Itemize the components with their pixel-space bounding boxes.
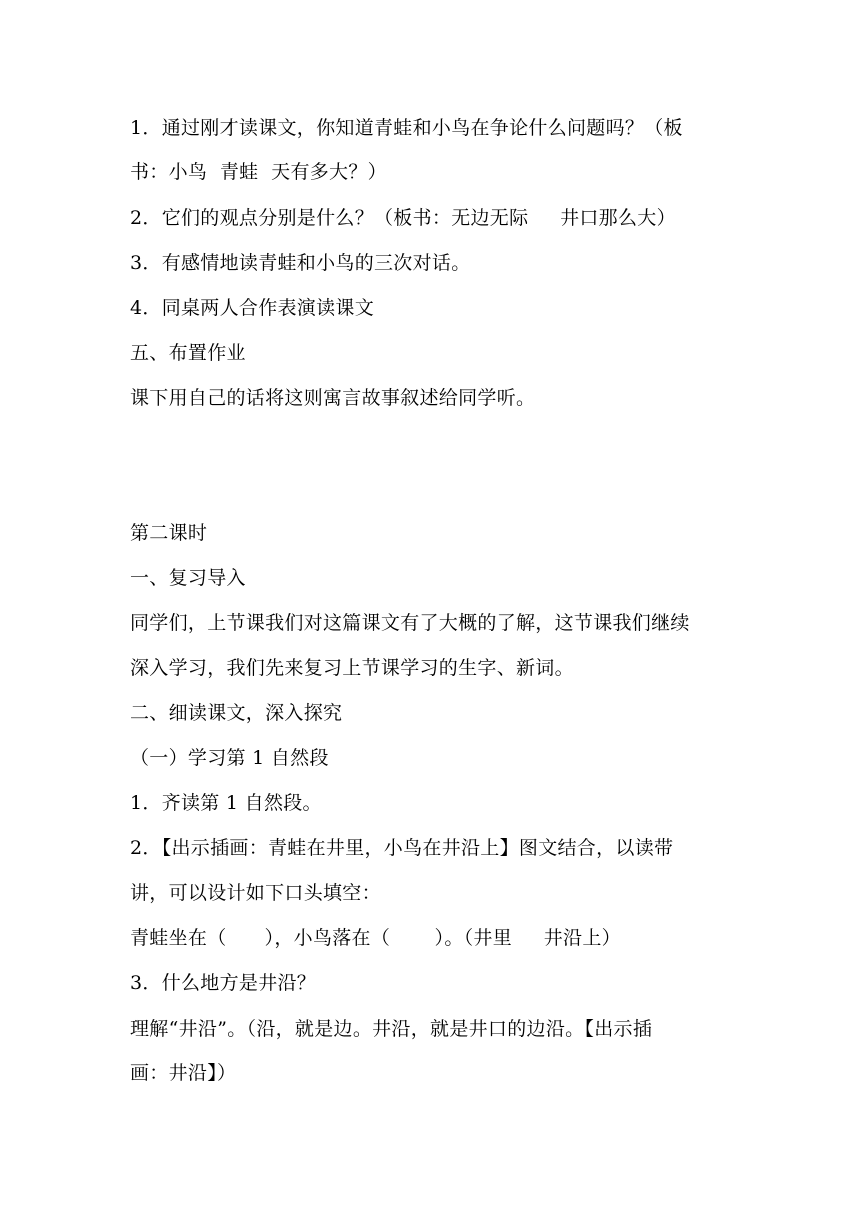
text-line-19: 理解“井沿”。（沿，就是边。井沿，就是井口的边沿。【出示插 (130, 1018, 653, 1040)
text-line-11: 深入学习，我们先来复习上节课学习的生字、新词。 (130, 657, 574, 679)
text-line-3: 2．它们的观点分别是什么？（板书：无边无际 井口那么大） (130, 207, 676, 229)
text-line-7: 课下用自己的话将这则寓言故事叙述给同学听。 (130, 387, 536, 409)
text-line-16: 讲，可以设计如下口头填空： (130, 882, 381, 904)
text-line-2: 书：小鸟 青蛙 天有多大？） (130, 161, 387, 183)
text-line-5: 4．同桌两人合作表演读课文 (130, 297, 374, 319)
text-line-17: 青蛙坐在（ ），小鸟落在（ ）。（井里 井沿上） (130, 927, 621, 949)
text-line-10: 同学们，上节课我们对这篇课文有了大概的了解，这节课我们继续 (130, 612, 690, 634)
text-line-14: 1．齐读第 1 自然段。 (130, 792, 322, 814)
section-heading-assignment: 五、布置作业 (130, 342, 246, 364)
text-line-20: 画：井沿】） (130, 1062, 237, 1084)
section-heading-reading: 二、细读课文，深入探究 (130, 702, 343, 724)
lesson-heading: 第二课时 (130, 522, 208, 544)
text-line-4: 3．有感情地读青蛙和小鸟的三次对话。 (130, 252, 471, 274)
subsection-heading: （一）学习第 1 自然段 (130, 747, 329, 769)
text-line-18: 3．什么地方是井沿？ (130, 972, 317, 994)
text-line-15: 2．【出示插画：青蛙在井里，小鸟在井沿上】图文结合，以读带 (130, 837, 674, 859)
section-heading-review: 一、复习导入 (130, 567, 246, 589)
text-line-1: 1．通过刚才读课文，你知道青蛙和小鸟在争论什么问题吗？（板 (130, 117, 683, 139)
